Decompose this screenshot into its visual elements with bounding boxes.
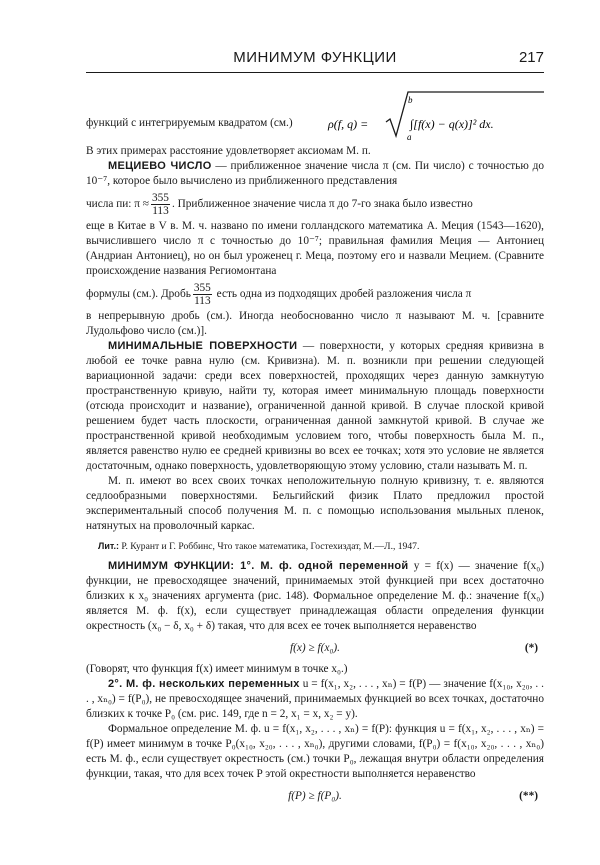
minsurf-text-1: — поверхности, у которых средняя кривизна в любой ее точке равна нулю (см. Кривизна). М. п. возникли при решении следующей вариационной задачи: среди всех поверхностей, проходящих через данную замкнутую пространственную кривую, найти ту, которая имеет минимальную площадь поверхности (отсюда происходит и название), ограниченной данной кривой. В случае плоской кривой решением будет часть плоскости, ограниченная данной замкнутой кривой. В случае же пространственной кривой необходимым условием того, чтобы поверхность была М. п., является равенство нулю ее средней кривизны во всех ее точках; хотя это условие не является достаточным, однако поверхность, удовлетворяющую этому условию, стали называть М. п. [86,340,544,472]
fraction-line [86,279,544,309]
upper-limit: b [408,95,413,105]
running-header [86,45,544,71]
entry-meciev [86,159,544,189]
literature-text: Р. Курант и Г. Роббинс, Что такое математика, Гостехиздат, М.—Л., 1947. [118,541,420,552]
meciev-text-2: еще в Китае в V в. М. ч. названо по имени голландского математика А. Меция (1543—1620), вычислившего число π с точностью до 10⁻⁷; правильная фамилия Меция — Антониец (Андриан Антониец), но он был уроженец г. Меца, поэтому его и назвали Мецием. (Сравните происхождение названия Региомонтана [86,220,544,277]
running-title: МИНИМУМ ФУНКЦИИ [233,49,397,66]
pi-pre: числа пи: π ≈ [86,198,149,210]
distance-formula-line [86,84,544,144]
frac-numerator: 355 [193,281,211,294]
pi-post: . Приближенное значение числа π до 7-го знака было известно [171,198,473,210]
literature-label: Лит.: [98,541,119,551]
fraction-post: есть одна из подходящих дробей разложения числа π [213,288,472,300]
entry-term-meciev: МЕЦИЕВО ЧИСЛО [108,160,212,172]
header-rule [86,72,544,73]
fraction-355-113-b [193,282,212,307]
fraction-355-113 [151,192,170,217]
minsurf-text-2: М. п. имеют во всех своих точках неположительную полную кривизну, т. е. являются седлообразными поверхностями. Бельгийский физик Плато предложил простой экспериментальный способ получения М. п. с помощью использования мыльных пленок, натянутых на проволочный каркас. [86,475,544,532]
article-body [86,84,544,810]
formula-1-tag: (*) [524,642,538,654]
entry-term-minimal-surfaces: МИНИМАЛЬНЫЕ ПОВЕРХНОСТИ [108,340,298,352]
integrand: ∫[f(x) − q(x)]² dx. [410,117,494,131]
minfunc-text-4: Формальное определение М. ф. u = f(x₁, x₂, . . . , xₙ) = f(P): функция u = f(x₁, x₂, . . . , xₙ) = f(P) имеет минимум в точке P₀(x₁₀, x₂₀, . . . , xₙ₀), другими словами, f(P₀) = f(x₁₀, x₂₀, . . . , xₙ₀) есть М. ф., если существует окрестность (см.) точки P₀, лежащая внутри области определения функции, такая, что для всех точек P этой окрестности выполняется неравенство [86,723,544,780]
literature-ref [86,540,544,553]
formula-lead-text: функций с интегрируемым квадратом (см.) [86,117,293,129]
inequality-1 [86,639,544,659]
minfunc-text-1: y = f(x) — значение f(x₀) функции, не превосходящее значений, принимаемых этой функцией при всех достаточно близких к x₀ значениях аргумента (рис. 148). Формальное определение М. ф.: значение f(x₀) является М. ф. f(x), если существует принадлежащая области определения функции окрестность (x₀ − δ, x₀ + δ) такая, что для всех ее точек выполняется неравенство [86,560,544,632]
formula-2-tag: (**) [519,790,538,802]
meciev-text-3: в непрерывную дробь (см.). Иногда необоснованно число π называют М. ч. [сравните Лудольфово число (см.)]. [86,310,544,337]
prev-article-end: В этих примерах расстояние удовлетворяет аксиомам М. п. [86,145,371,157]
frac-denominator: 113 [194,294,211,307]
subsection-2 [86,677,544,722]
entry-minimum-function [86,559,544,634]
formula-2: f(P) ≥ f(P₀). [288,790,342,802]
meciev-text-1: — приближенное значение числа π (см. Пи число) с точностью до 10⁻⁷, которое было вычислено из приближенного представления [86,160,544,187]
formula-1: f(x) ≥ f(x₀). [290,642,340,654]
page-number: 217 [518,49,544,66]
inequality-2 [86,787,544,807]
entry-term-minimum-function: МИНИМУМ ФУНКЦИИ: [108,560,235,572]
entry-minimal-surfaces [86,339,544,474]
lower-limit: a [407,132,412,142]
subsection-1-heading: 1°. М. ф. одной переменной [234,560,409,572]
subsection-2-heading: 2°. М. ф. нескольких переменных [108,678,300,690]
minfunc-text-2: (Говорят, что функция f(x) имеет минимум в точке x₀.) [86,663,348,675]
formula-lhs: ρ(f, q) = [328,117,369,131]
frac-numerator: 355 [152,191,169,204]
frac-denominator: 113 [152,204,169,217]
minfunc-text-3: u = f(x₁, x₂, . . . , xₙ) = f(P) — значение f(x₁₀, x₂₀, . . . , xₙ₀) = f(P₀), не превосходящее значений, принимаемых функцией во всех точках, достаточно близких к точке P₀ (см. рис. 149, где n = 2, x₁ = x, x₂ = y). [86,678,544,720]
sqrt-formula [86,84,544,144]
fraction-pre: формулы (см.). Дробь [86,288,191,300]
pi-approx-line [86,189,544,219]
